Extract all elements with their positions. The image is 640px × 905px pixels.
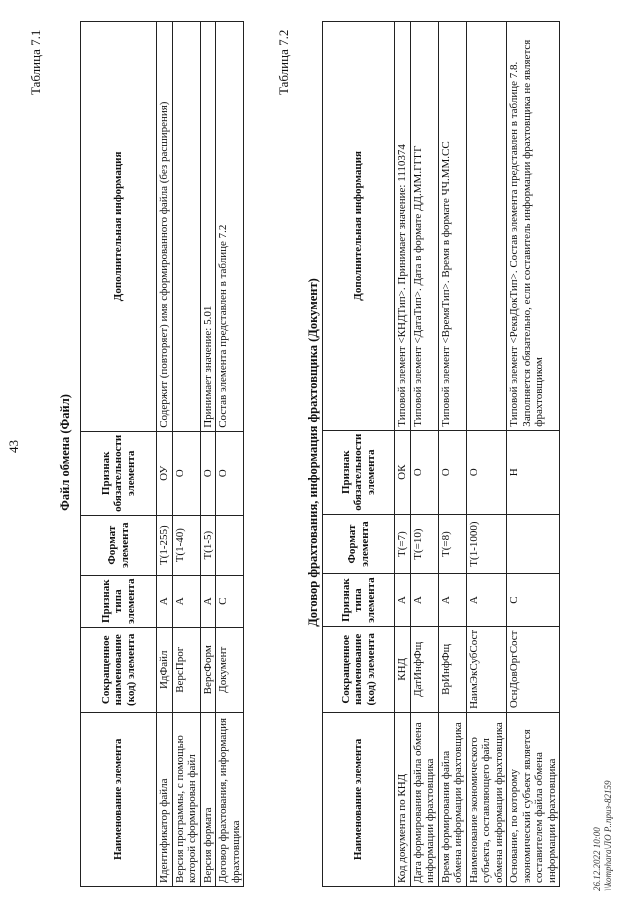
table-row: [438, 22, 466, 887]
table-cell: Принимает значение: 5.01: [200, 22, 216, 432]
table-cell: Наименование экономического субъекта, составляющего файл обмена информации фрахтовщика: [466, 712, 507, 886]
table-cell: Идентификатор файла: [157, 712, 173, 886]
table-cell: ДатИнфФщ: [410, 626, 438, 712]
column-header: Дополнительная информация: [323, 22, 395, 431]
table-cell: Состав элемента представлен в таблице 7.2: [216, 22, 244, 432]
page-number: 43: [6, 440, 21, 453]
table-cell: Время формирования файла обмена информации фрахтовщика: [438, 712, 466, 886]
table-title: Договор фрахтования, информация фрахтовщика (Документ): [306, 278, 320, 627]
table-cell: [216, 515, 244, 575]
table-cell: Типовой элемент <КНДТип>. Принимает значение: 1110374: [395, 22, 411, 431]
table-cell: С: [507, 574, 560, 626]
table-cell: Основание, по которому экономический субъект является составителем файла обмена информации фрахтовщика: [507, 712, 560, 886]
table-cell: Н: [507, 430, 560, 514]
table-title: Файл обмена (Файл): [58, 394, 72, 511]
table-cell: О: [410, 430, 438, 514]
column-header: Дополнительная информация: [81, 22, 157, 432]
table-cell: А: [200, 575, 216, 627]
table-row: [216, 22, 244, 887]
table-cell: T(=10): [410, 514, 438, 574]
table-cell: Код документа по КНД: [395, 712, 411, 886]
table-cell: НаимЭкСубСост: [466, 626, 507, 712]
document-table: [322, 21, 560, 887]
column-header: Сокращенное наименование (код) элемента: [323, 626, 395, 712]
table-cell: О: [438, 430, 466, 514]
table-cell: ВерсПрог: [172, 627, 200, 712]
table-cell: КНД: [395, 626, 411, 712]
table-row: [410, 22, 438, 887]
table-cell: А: [410, 574, 438, 626]
table-cell: С: [216, 575, 244, 627]
column-header: Признак типа элемента: [323, 574, 395, 626]
table-label: Таблица 7.2: [276, 29, 291, 95]
column-header: Признак типа элемента: [81, 575, 157, 627]
column-header: Наименование элемента: [323, 712, 395, 886]
table-cell: А: [395, 574, 411, 626]
table-cell: А: [157, 575, 173, 627]
table-cell: Договор фрахтования, информация фрахтовщика: [216, 712, 244, 886]
column-header: Сокращенное наименование (код) элемента: [81, 627, 157, 712]
table-row: [172, 22, 200, 887]
table-cell: T(=8): [438, 514, 466, 574]
table-cell: T(1-40): [172, 515, 200, 575]
table-cell: ОУ: [157, 431, 173, 515]
table-cell: Версия программы, с помощью которой сформирован файл: [172, 712, 200, 886]
footer-path: \\komphara\ЛО Р..приз-82159: [603, 780, 613, 891]
table-cell: Типовой элемент <ВремяТип>. Время в формате ЧЧ.ММ.СС: [438, 22, 466, 431]
table-cell: ОК: [395, 430, 411, 514]
table-cell: А: [172, 575, 200, 627]
column-header: Наименование элемента: [81, 712, 157, 886]
table-cell: T(1-255): [157, 515, 173, 575]
table-label: Таблица 7.1: [28, 29, 43, 95]
table-row: [157, 22, 173, 887]
table-cell: [507, 514, 560, 574]
table-cell: Версия формата: [200, 712, 216, 886]
table-cell: А: [438, 574, 466, 626]
table-cell: Типовой элемент <РеквДокТип>. Состав элемента представлен в таблице 7.8. Заполняется обязательно, если составитель информации фрахтовщика не является фрахтовщиком: [507, 22, 560, 431]
table-row: [466, 22, 507, 887]
table-row: [200, 22, 216, 887]
table-cell: Дата формирования файла обмена информации фрахтовщика: [410, 712, 438, 886]
column-header: Формат элемента: [323, 514, 395, 574]
column-header: Формат элемента: [81, 515, 157, 575]
table-cell: О: [200, 431, 216, 515]
table-cell: T(1-1000): [466, 514, 507, 574]
column-header: Признак обязательности элемента: [323, 430, 395, 514]
table-cell: О: [172, 431, 200, 515]
table-cell: ВрИнфФщ: [438, 626, 466, 712]
table-cell: Документ: [216, 627, 244, 712]
table-header-row: [323, 22, 395, 887]
footer-timestamp: 26.12.2022 10:00: [592, 827, 602, 891]
table-cell: ИдФайл: [157, 627, 173, 712]
table-cell: [172, 22, 200, 432]
table-row: [507, 22, 560, 887]
table-cell: Типовой элемент <ДатаТип>. Дата в формате ДД.ММ.ГГГГ: [410, 22, 438, 431]
table-cell: Содержит (повторяет) имя сформированного файла (без расширения): [157, 22, 173, 432]
table-cell: T(=7): [395, 514, 411, 574]
table-cell: О: [216, 431, 244, 515]
column-header: Признак обязательности элемента: [81, 431, 157, 515]
table-row: [395, 22, 411, 887]
table-cell: О: [466, 430, 507, 514]
table-cell: А: [466, 574, 507, 626]
table-cell: [466, 22, 507, 431]
table-cell: ВерсФорм: [200, 627, 216, 712]
table-cell: ОснДовОргСост: [507, 626, 560, 712]
table-header-row: [81, 22, 157, 887]
print-footer: [592, 781, 614, 891]
file-table: [80, 21, 244, 887]
table-cell: T(1-5): [200, 515, 216, 575]
